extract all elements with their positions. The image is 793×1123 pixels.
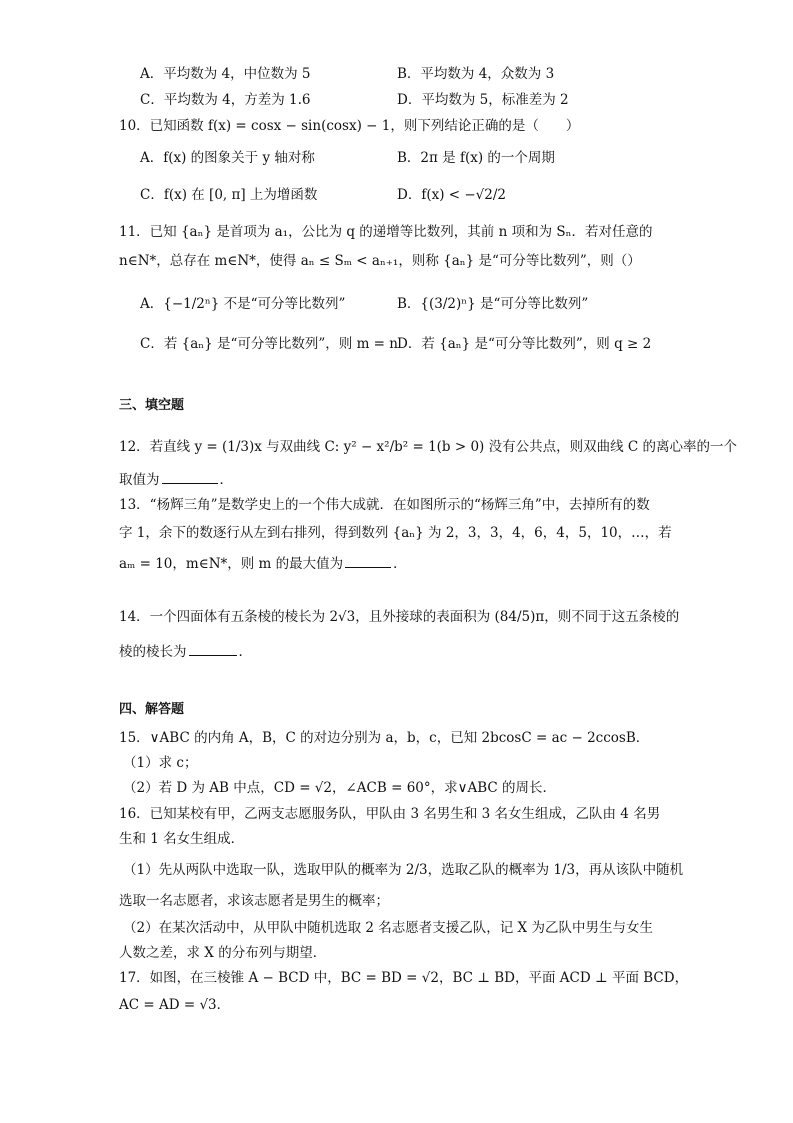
q12-line1: 12．若直线 y = (1/3)x 与双曲线 C: y² − x²/b² = 1(b > 0) 没有公共点，则双曲线 C 的离心率的一个 [119, 439, 738, 455]
q17-line2: AC = AD = √3． [119, 997, 231, 1013]
q16-part2-line1: （2）在某次活动中，从甲队中随机选取 2 名志愿者支援乙队，记 X 为乙队中男生与女生 [123, 920, 653, 936]
q13-line2: 字 1，余下的数逐行从左到右排列，得到数列 {aₙ} 为 2，3，3，4，6，4，5，10，…，若 [119, 525, 672, 541]
q11-option-b: B．{(3/2)ⁿ} 是“可分等比数列” [397, 296, 589, 312]
q14-line2-end: ． [238, 644, 252, 660]
q16-part1-line2: 选取一名志愿者，求该志愿者是男生的概率； [119, 893, 389, 909]
q9-option-b: B．平均数为 4，众数为 3 [397, 66, 555, 82]
q16-part1-line1: （1）先从两队中选取一队，选取甲队的概率为 2/3，选取乙队的概率为 1/3，再从该队中随机 [123, 862, 684, 878]
q10-option-d: D．f(x) < −√2/2 [397, 187, 507, 203]
q14-line2-text: 棱的棱长为 [119, 644, 187, 660]
q16-line2: 生和 1 名女生组成． [119, 831, 245, 847]
section-heading-solutions: 四、解答题 [119, 702, 185, 717]
section-heading-fill-in: 三、填空题 [119, 398, 185, 413]
q10-option-a: A．f(x) 的图象关于 y 轴对称 [140, 150, 315, 166]
q16-line1: 16．已知某校有甲，乙两支志愿服务队，甲队由 3 名男生和 3 名女生组成，乙队由 4 名男 [119, 806, 661, 822]
q15-stem: 15．∨ABC 的内角 A，B，C 的对边分别为 a，b，c，已知 2bcosC = ac − 2ccosB． [119, 730, 650, 746]
q14-answer-blank [189, 643, 237, 656]
q12-line2 [119, 471, 233, 489]
q13-line3-end: ． [393, 556, 407, 572]
q17-line1: 17．如图，在三棱锥 A − BCD 中，BC = BD = √2，BC ⊥ BD，平面 ACD ⊥ 平面 BCD， [119, 970, 689, 986]
q13-line3 [119, 555, 407, 573]
q11-option-a: A．{−1/2ⁿ} 不是“可分等比数列” [140, 296, 346, 312]
q14-line1: 14．一个四面体有五条棱的棱长为 2√3，且外接球的表面积为 (84/5)π，则不同于这五条棱的 [119, 609, 680, 625]
q10-option-c: C．f(x) 在 [0, π] 上为增函数 [140, 187, 318, 203]
q9-option-a: A．平均数为 4，中位数为 5 [140, 66, 311, 82]
q11-option-c: C．若 {aₙ} 是“可分等比数列”，则 m = n [140, 336, 398, 352]
q10-option-b: B．2π 是 f(x) 的一个周期 [397, 150, 555, 166]
q11-stem-line2: n∈N*，总存在 m∈N*，使得 aₙ ≤ Sₘ < aₙ₊₁，则称 {aₙ} 是“可分等比数列”，则（） [119, 253, 641, 269]
q13-line3-text: aₘ = 10，m∈N*，则 m 的最大值为 [119, 556, 344, 572]
q9-option-d: D．平均数为 5，标准差为 2 [397, 92, 569, 108]
q15-part2: （2）若 D 为 AB 中点，CD = √2，∠ACB = 60°，求∨ABC 的周长． [123, 780, 557, 796]
q10-stem: 10．已知函数 f(x) = cosx − sin(cosx) − 1，则下列结论正确的是（ ） [119, 118, 580, 134]
q15-part1: （1）求 c； [123, 755, 198, 771]
q11-stem-line1: 11．已知 {aₙ} 是首项为 a₁，公比为 q 的递增等比数列，其前 n 项和为 Sₙ．若对任意的 [119, 224, 653, 240]
q16-part2-line2: 人数之差，求 X 的分布列与期望． [119, 945, 327, 961]
q12-answer-blank [162, 471, 218, 484]
q9-option-c: C．平均数为 4，方差为 1.6 [140, 92, 311, 108]
q13-answer-blank [345, 555, 391, 568]
q14-line2 [119, 643, 252, 661]
q12-line2-text: 取值为 [119, 472, 160, 488]
q11-option-d: D．若 {aₙ} 是“可分等比数列”，则 q ≥ 2 [397, 336, 652, 352]
q12-line2-end: ． [219, 472, 233, 488]
q13-line1: 13．“杨辉三角”是数学史上的一个伟大成就．在如图所示的“杨辉三角”中，去掉所有的数 [119, 497, 650, 513]
